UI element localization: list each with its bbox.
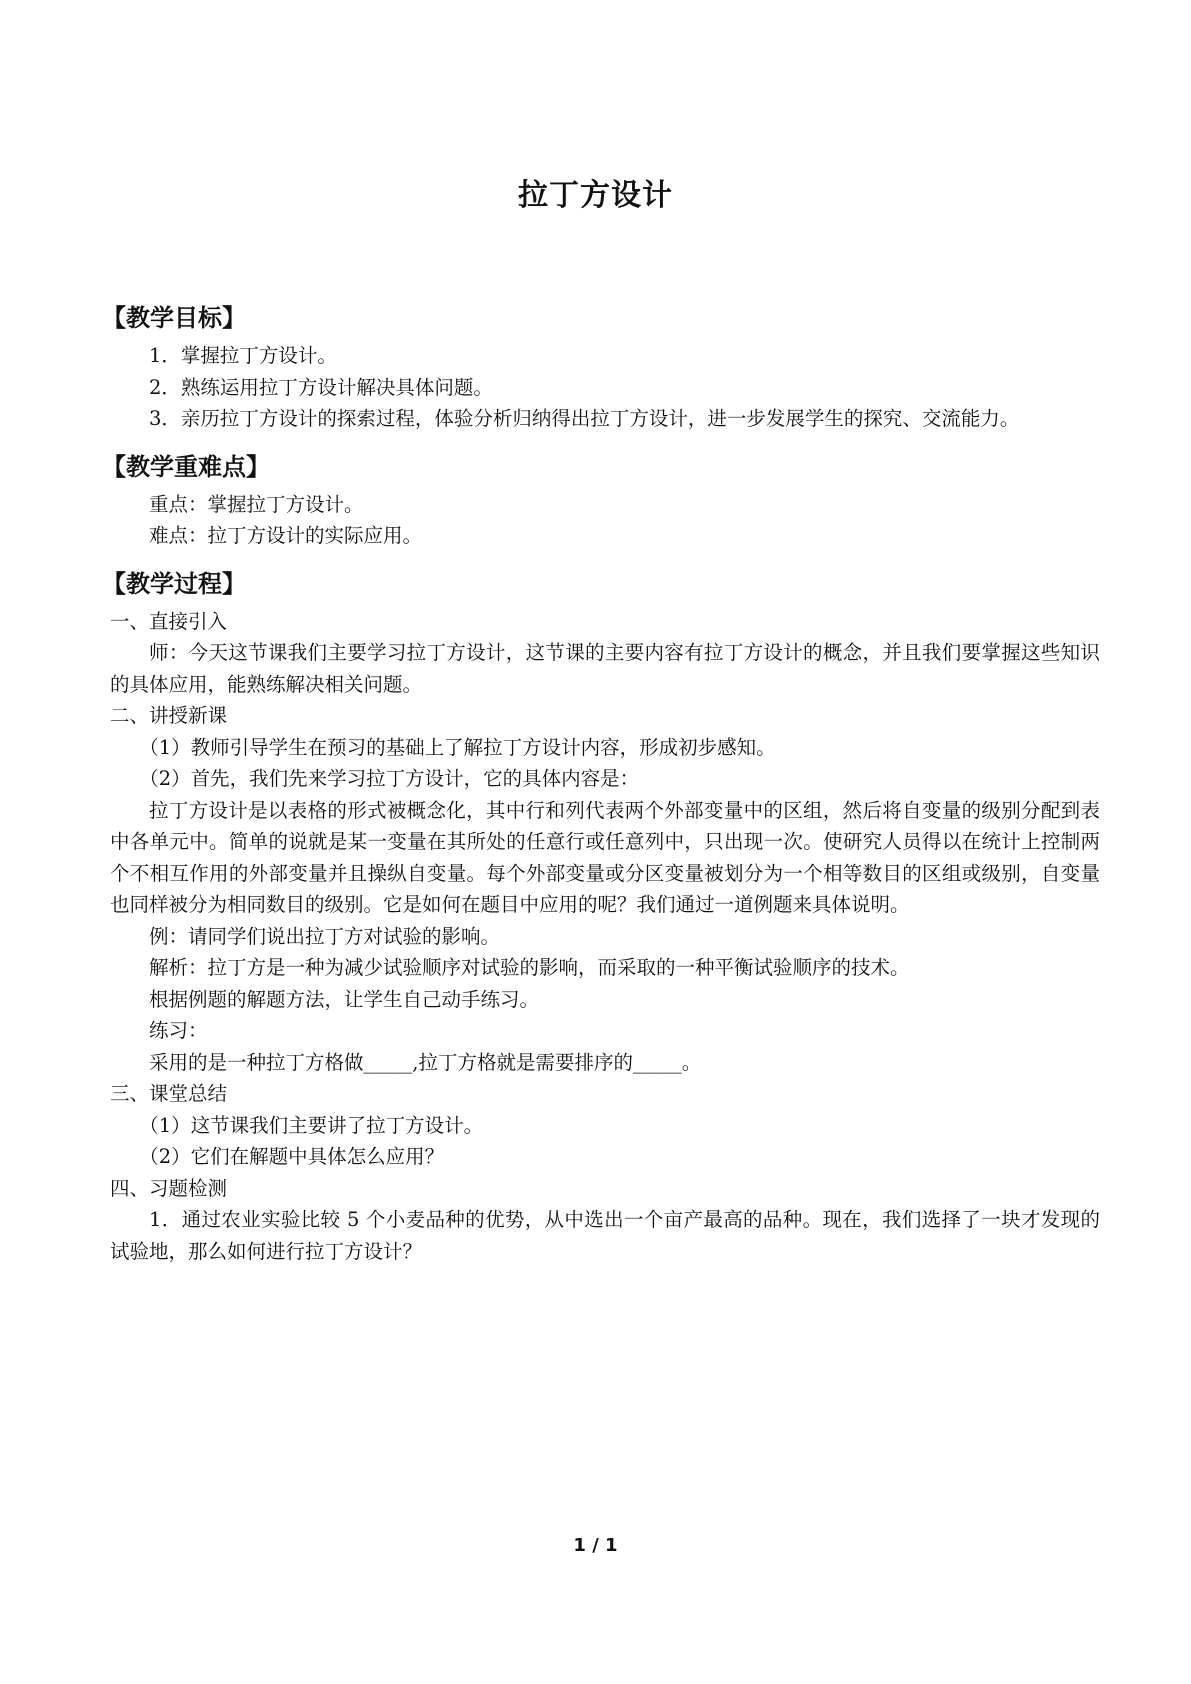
objective-item-2: 2．熟练运用拉丁方设计解决具体问题。 [149, 375, 493, 399]
key-point: 重点：掌握拉丁方设计。 [149, 492, 364, 516]
objectives-heading: 【教学目标】 [102, 304, 246, 332]
part1-title: 一、直接引入 [110, 609, 228, 633]
part4-title: 四、习题检测 [110, 1176, 228, 1200]
key-points-heading: 【教学重难点】 [102, 452, 270, 481]
objective-item-3: 3．亲历拉丁方设计的探索过程，体验分析归纳得出拉丁方设计，进一步发展学生的探究、交流能力。 [149, 407, 1020, 430]
part3-item-2: （2）它们在解题中具体怎么应用？ [139, 1145, 445, 1168]
objective-item-1: 1．掌握拉丁方设计。 [149, 344, 337, 367]
page-number: 1 / 1 [573, 1535, 618, 1556]
part2-practice-label: 练习： [149, 1019, 208, 1042]
part3-item-1: （1）这节课我们主要讲了拉丁方设计。 [139, 1113, 484, 1137]
part2-method: 根据例题的解题方法，让学生自己动手练习。 [149, 987, 540, 1011]
page-title: 拉丁方设计 [518, 178, 673, 213]
part2-definition: 拉丁方设计是以表格的形式被概念化，其中行和列代表两个外部变量中的区组，然后将自变量的级别分配到表中各单元中。简单的说就是某一变量在其所处的任意行或任意列中，只出现一次。使研究人员得以在统计上控制两个不相互作用的外部变量并且操纵自变量。每个外部变量或分区变量被划分为一个相等数目的区组或级别，自变量也同样被分为相同数目的级别。它是如何在题目中应用的呢？我们通过一道例题来具体说明。 [110, 798, 1100, 916]
difficult-point: 难点：拉丁方设计的实际应用。 [149, 524, 423, 547]
part2-title: 二、讲授新课 [110, 704, 228, 727]
part2-step-1: （1）教师引导学生在预习的基础上了解拉丁方设计内容，形成初步感知。 [139, 735, 776, 759]
process-heading: 【教学过程】 [102, 569, 246, 598]
part2-example: 例：请同学们说出拉丁方对试验的影响。 [149, 924, 501, 948]
part3-title: 三、课堂总结 [110, 1082, 228, 1105]
part2-practice: 采用的是一种拉丁方格做_____,拉丁方格就是需要排序的_____。 [149, 1050, 702, 1074]
part4-item-1: 1．通过农业实验比较 5 个小麦品种的优势，从中选出一个亩产最高的品种。现在，我们选择了一块才发现的试验地，那么如何进行拉丁方设计？ [110, 1208, 1100, 1263]
document-body [102, 300, 1100, 1267]
part2-step-2: （2）首先，我们先来学习拉丁方设计，它的具体内容是： [139, 767, 640, 790]
part1-text: 师：今天这节课我们主要学习拉丁方设计，这节课的主要内容有拉丁方设计的概念，并且我们要掌握这些知识的具体应用，能熟练解决相关问题。 [110, 641, 1100, 696]
part2-analysis: 解析：拉丁方是一种为减少试验顺序对试验的影响，而采取的一种平衡试验顺序的技术。 [149, 956, 910, 979]
